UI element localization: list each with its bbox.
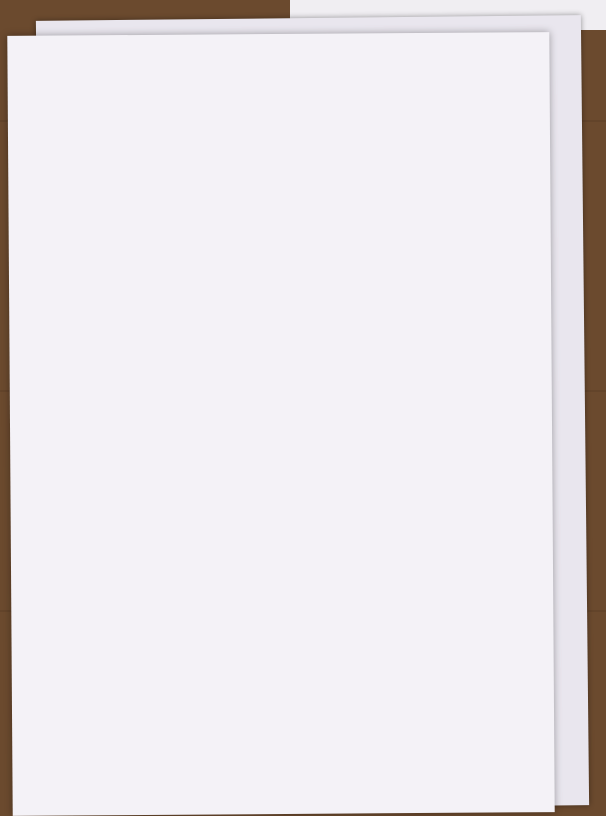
results-sheet bbox=[7, 32, 554, 816]
